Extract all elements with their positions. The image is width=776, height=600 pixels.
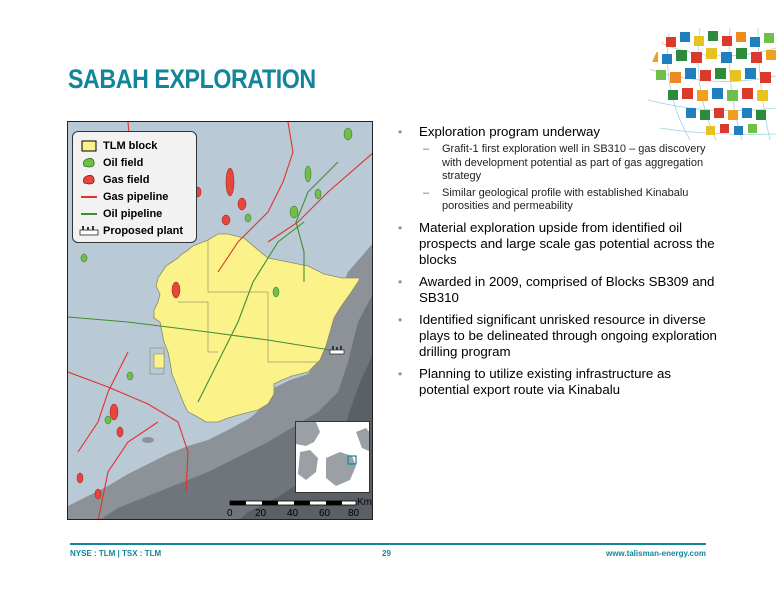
dash-icon: – (423, 143, 430, 155)
scale-unit-label: Km (357, 497, 372, 508)
footer-divider (70, 543, 706, 545)
scale-tick-label: 20 (255, 508, 267, 519)
bullet-icon: • (398, 274, 403, 289)
red-blob-icon (79, 173, 99, 187)
bullet-list (398, 124, 718, 401)
scale-tick-label: 40 (287, 508, 299, 519)
legend-label: TLM block (103, 139, 158, 152)
legend-item-gas-field (79, 171, 190, 188)
scale-bar (225, 496, 375, 520)
legend-label: Oil field (103, 156, 144, 169)
legend-item-tlm-block (79, 137, 190, 154)
bullet-item (398, 366, 718, 398)
legend-label: Gas pipeline (103, 190, 169, 203)
scale-tick-label: 80 (348, 508, 360, 519)
bullet-text: Exploration program underway (419, 124, 601, 139)
sub-bullet-item (423, 143, 718, 184)
legend-item-oil-pipeline (79, 205, 190, 222)
legend-label: Proposed plant (103, 224, 184, 237)
bullet-icon: • (398, 125, 403, 139)
bullet-text: Awarded in 2009, comprised of Blocks SB309 and SB310 (419, 273, 715, 305)
scale-tick-label: 60 (319, 508, 331, 519)
legend-item-gas-pipeline (79, 188, 190, 205)
dash-icon: – (423, 186, 430, 199)
bullet-text: Identified significant unrisked resource in diverse plays to be delineated through ongoing exploration drilling program (419, 311, 717, 359)
bullet-item (398, 124, 718, 140)
plant-icon (79, 224, 99, 238)
legend-label: Oil pipeline (103, 207, 163, 220)
bullet-item (398, 220, 718, 268)
bullet-icon: • (398, 312, 403, 327)
sub-bullet-item (423, 187, 718, 214)
bullet-text: Planning to utilize existing infrastructure as potential export route via Kinabalu (419, 365, 672, 397)
footer-ticker: NYSE : TLM | TSX : TLM (70, 549, 162, 558)
legend-label: Gas field (103, 173, 150, 186)
inset-location-map (295, 421, 370, 493)
legend-item-oil-field (79, 154, 190, 171)
red-line-icon (79, 190, 99, 204)
bullet-item (398, 274, 718, 306)
bullet-icon: • (398, 220, 403, 235)
map-legend (72, 131, 197, 243)
sub-bullet-text: Grafit-1 first exploration well in SB310 – gas discovery with development potential as part of gas aggregation strategy (442, 143, 706, 182)
page-number: 29 (382, 549, 391, 558)
green-line-icon (79, 207, 99, 221)
sub-bullet-text: Similar geological profile with established Kinabalu porosities and permeability (442, 186, 689, 212)
page-title: SABAH EXPLORATION (68, 64, 316, 94)
proposed-plant-marker (330, 346, 344, 354)
green-blob-icon (79, 156, 99, 170)
yellow-square-icon (79, 139, 99, 153)
bullet-text: Material exploration upside from identified oil prospects and large scale gas potential across the blocks (419, 219, 715, 267)
bullet-item (398, 312, 718, 360)
scale-tick-label: 0 (227, 508, 233, 519)
bullet-icon: • (398, 366, 403, 381)
footer-website-link[interactable]: www.talisman-energy.com (605, 549, 706, 558)
legend-item-proposed-plant (79, 222, 190, 239)
